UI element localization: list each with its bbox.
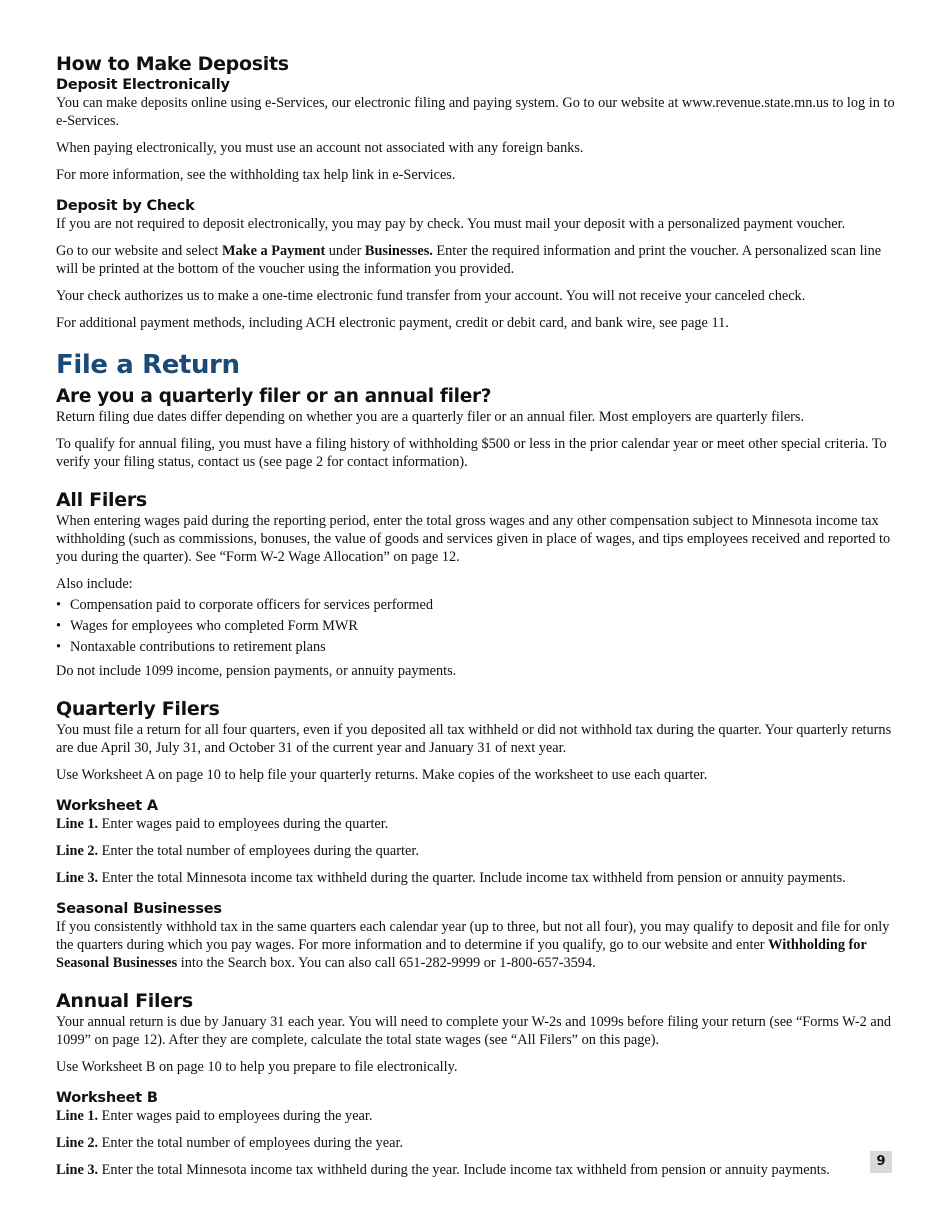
- document-page: [56, 52, 896, 1188]
- text-run: into the Search box. You can also call 651-282-9999 or 1-800-657-3594.: [177, 955, 596, 971]
- line-label: Line 1.: [56, 816, 99, 832]
- line-text: Enter wages paid to employees during the year.: [98, 1108, 373, 1124]
- paragraph: [56, 242, 896, 278]
- paragraph: Use Worksheet B on page 10 to help you prepare to file electronically.: [56, 1059, 458, 1075]
- paragraph: To qualify for annual filing, you must have a filing history of withholding $500 or less in the prior calendar year or meet other special criteria. To verify your filing status, contact us (see page 2 for contact information).: [56, 436, 887, 470]
- list-item: [56, 596, 896, 614]
- worksheet-line: [56, 1134, 896, 1152]
- bold-text: Businesses.: [364, 243, 433, 259]
- paragraph: Return filing due dates differ depending on whether you are a quarterly filer or an annual filer. Most employers are quarterly filers.: [56, 409, 805, 425]
- bullet-icon: •: [56, 618, 62, 634]
- subheading-deposit-by-check: Deposit by Check: [56, 198, 195, 214]
- line-label: Line 2.: [56, 1135, 99, 1151]
- paragraph: If you are not required to deposit electronically, you may pay by check. You must mail your deposit with a personalized payment voucher.: [56, 216, 846, 232]
- worksheet-line: [56, 1107, 896, 1125]
- paragraph: Use Worksheet A on page 10 to help file your quarterly returns. Make copies of the worksheet to use each quarter.: [56, 767, 708, 783]
- list-item-text: Compensation paid to corporate officers for services performed: [70, 597, 433, 613]
- text-run: Go to our website and select: [56, 243, 222, 259]
- line-text: Enter the total Minnesota income tax withheld during the quarter. Include income tax withheld from pension or annuity payments.: [98, 870, 846, 886]
- bullet-icon: •: [56, 639, 62, 655]
- line-text: Enter the total Minnesota income tax withheld during the year. Include income tax withheld from pension or annuity payments.: [98, 1162, 830, 1178]
- list-item-text: Wages for employees who completed Form MWR: [70, 618, 358, 634]
- bullet-icon: •: [56, 597, 62, 613]
- list-item: [56, 638, 896, 656]
- subheading-seasonal-businesses: Seasonal Businesses: [56, 901, 222, 917]
- paragraph: Your annual return is due by January 31 each year. You will need to complete your W-2s and 1099s before filing your return (see “Forms W-2 and 1099” on page 12). After they are complete, calculate the total state wages (see “All Filers” on this page).: [56, 1014, 891, 1048]
- worksheet-line: [56, 815, 896, 833]
- paragraph: Also include:: [56, 576, 133, 592]
- line-label: Line 3.: [56, 870, 99, 886]
- section-title-all-filers: All Filers: [56, 489, 147, 511]
- line-text: Enter the total number of employees during the year.: [98, 1135, 404, 1151]
- paragraph: Your check authorizes us to make a one-time electronic fund transfer from your account. You will not receive your canceled check.: [56, 288, 806, 304]
- bold-text: Withholding for Seasonal Businesses: [56, 937, 867, 971]
- text-run: under: [325, 243, 365, 259]
- subheading-deposit-electronically: Deposit Electronically: [56, 77, 230, 93]
- line-text: Enter wages paid to employees during the quarter.: [98, 816, 389, 832]
- line-label: Line 2.: [56, 843, 99, 859]
- paragraph: Do not include 1099 income, pension payments, or annuity payments.: [56, 663, 457, 679]
- subheading-worksheet-b: Worksheet B: [56, 1090, 158, 1106]
- paragraph: You can make deposits online using e-Services, our electronic filing and paying system. Go to our website at www.revenue.state.mn.us to log in to e-Services.: [56, 95, 895, 129]
- text-run: Enter the required information and print the voucher. A personalized scan line will be printed at the bottom of the voucher using the information you provided.: [56, 243, 882, 277]
- section-title-file-a-return: File a Return: [56, 350, 240, 380]
- paragraph: For more information, see the withholding tax help link in e-Services.: [56, 167, 456, 183]
- paragraph: When paying electronically, you must use an account not associated with any foreign banks.: [56, 140, 584, 156]
- line-label: Line 1.: [56, 1108, 99, 1124]
- bold-text: Make a Payment: [221, 243, 326, 259]
- bullet-list: [56, 596, 896, 656]
- paragraph: You must file a return for all four quarters, even if you deposited all tax withheld or did not withhold tax during the quarter. Your quarterly returns are due April 30, July 31, and October 31 of the current year and January 31 of next year.: [56, 722, 892, 756]
- paragraph: For additional payment methods, including ACH electronic payment, credit or debit card, and bank wire, see page 11.: [56, 315, 729, 331]
- list-item: [56, 617, 896, 635]
- subheading-worksheet-a: Worksheet A: [56, 798, 158, 814]
- worksheet-line: [56, 1161, 896, 1179]
- worksheet-line: [56, 842, 896, 860]
- section-title-deposits: How to Make Deposits: [56, 53, 289, 75]
- worksheet-line: [56, 869, 896, 887]
- page-number: 9: [870, 1151, 892, 1173]
- text-run: If you consistently withhold tax in the same quarters each calendar year (up to three, but not all four), you may qualify to deposit and file for only the quarters during which you pay wages. For more information and to determine if you qualify, go to our website and enter: [56, 919, 890, 953]
- section-title-annual-filers: Annual Filers: [56, 990, 193, 1012]
- paragraph: [56, 918, 896, 972]
- section-title-quarterly-filers: Quarterly Filers: [56, 698, 220, 720]
- list-item-text: Nontaxable contributions to retirement plans: [70, 639, 326, 655]
- paragraph: When entering wages paid during the reporting period, enter the total gross wages and any other compensation subject to Minnesota income tax withholding (such as commissions, bonuses, the value of goods and services given in place of wages, and tips employees received and reported to you during the quarter). See “Form W-2 Wage Allocation” on page 12.: [56, 513, 891, 565]
- line-text: Enter the total number of employees during the quarter.: [98, 843, 419, 859]
- question-heading: Are you a quarterly filer or an annual filer?: [56, 386, 492, 407]
- line-label: Line 3.: [56, 1162, 99, 1178]
